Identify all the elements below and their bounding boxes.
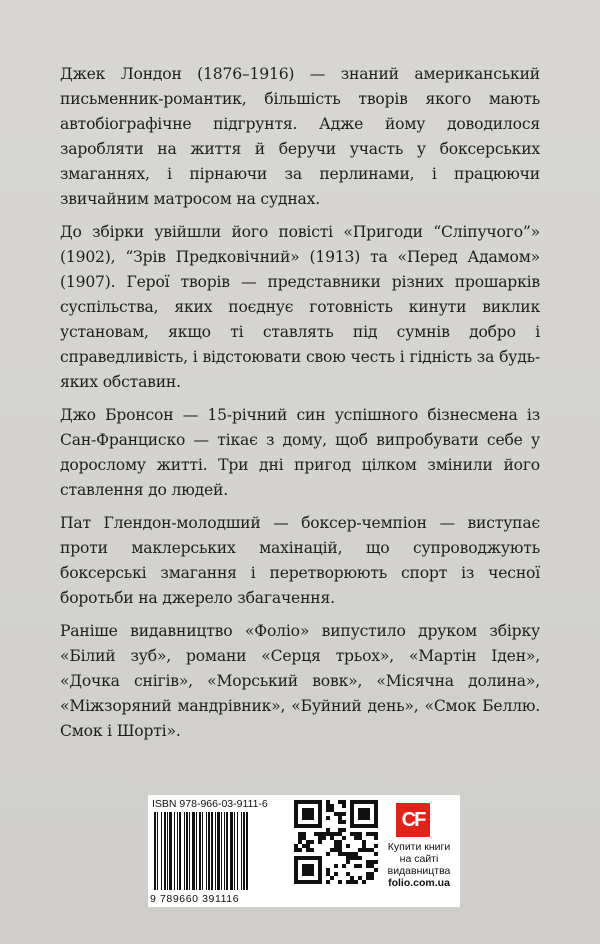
promo-line: на сайті [399, 853, 439, 865]
folio-logo-icon [396, 803, 430, 837]
qr-code-icon[interactable] [294, 800, 378, 884]
annotation-text [60, 62, 540, 752]
paragraph-author: Джек Лондон (1876–1916) — знаний американський письменник-романтик, більшість творів якого мають автобіографічне підгрунтя. Адже йому доводилося заробляти на життя й беручи участь у боксерських змаганнях, і пірнаючи за перлинами, і працюючи звичайним матросом на суднах. [60, 65, 540, 208]
logo-text: CF [401, 808, 425, 831]
publisher-website-link[interactable]: folio.com.ua [388, 877, 450, 889]
barcode-icon [152, 812, 284, 892]
ean-number: 9 789660 391116 [150, 893, 240, 905]
paragraph-collection: До збірки увійшли його повісті «Пригоди “Сліпучого”» (1902), “Зрів Предковічний» (1913) та «Перед Адамом» (1907). Герої творів — представники різних прошарків суспільства, яких поєднує готовність кинути виклик установам, якщо ті ставлять під сумнів добро і справедливість, і відстоювати свою честь і гідність за будь-яких обставин. [60, 223, 540, 391]
paragraph-glendon: Пат Глендон-молодший — боксер-чемпіон — виступає проти маклерських махінацій, що супроводжують боксерські змагання і перетворюють спорт із чесної боротьби на джерело збагачення. [60, 514, 540, 607]
isbn-label: ISBN 978-966-03-9111-6 [152, 798, 268, 810]
paragraph-previous-books: Раніше видавництво «Фоліо» випустило друком збірку «Білий зуб», романи «Серця трьох», «Мартін Іден», «Дочка снігів», «Морський вовк», «Місячна долина», «Міжзоряний мандрівник», «Буйний день», «Смок Беллю. Смок і Шорті». [60, 622, 540, 740]
paragraph-bronson: Джо Бронсон — 15-річний син успішного бізнесмена із Сан-Франциско — тікає з дому, щоб випробувати себе у дорослому житті. Три дні пригод цілком змінили його ставлення до людей. [60, 406, 540, 499]
promo-line: видавництва [387, 865, 451, 877]
publisher-promo [382, 841, 456, 889]
promo-line: Купити книги [387, 841, 451, 853]
